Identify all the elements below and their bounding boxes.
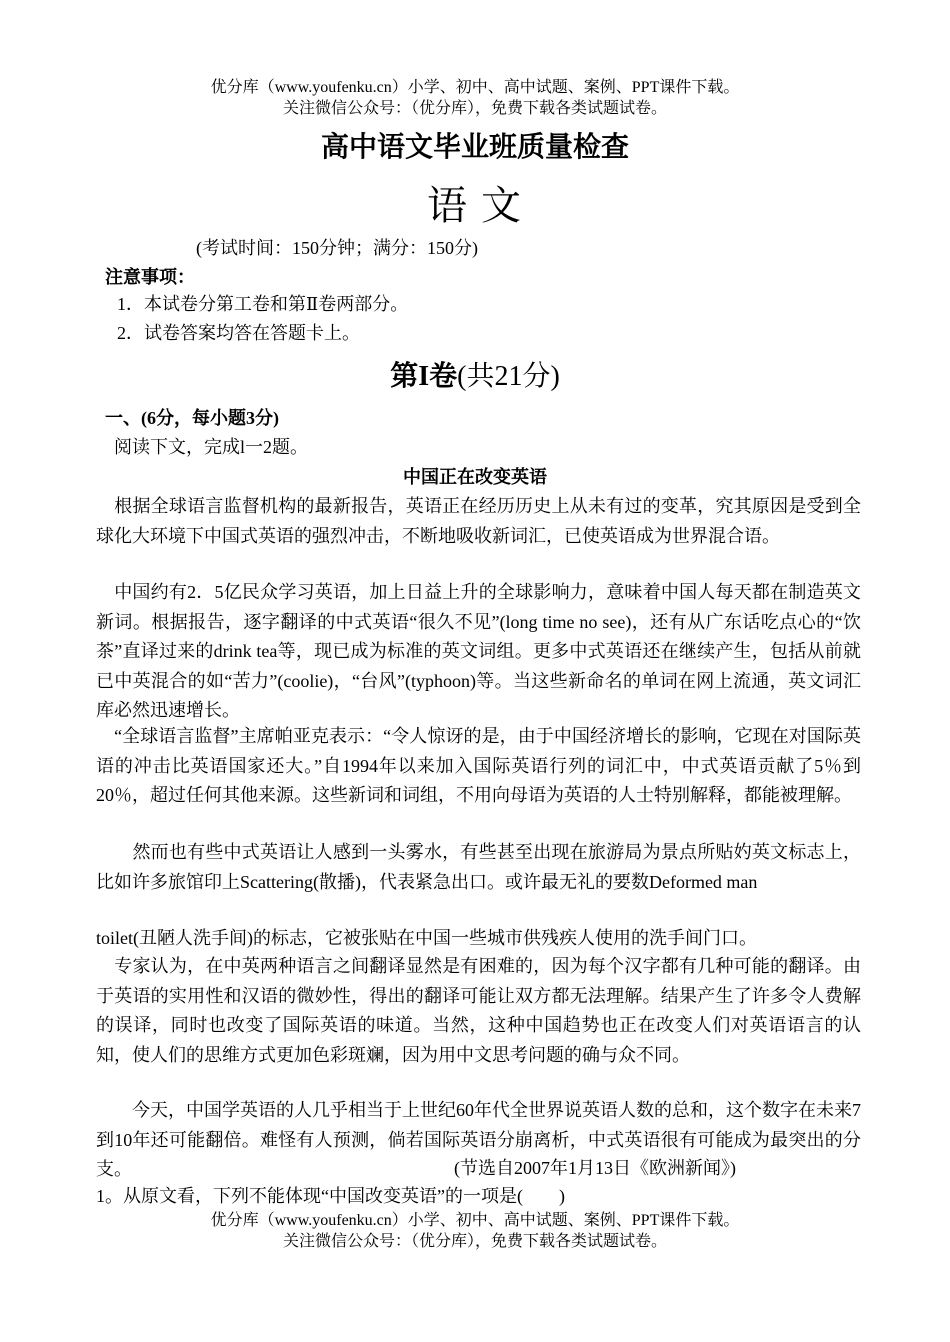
exam-info: (考试时间：150分钟；满分：150分) bbox=[196, 238, 478, 258]
article-paragraph: 根据全球语言监督机构的最新报告，英语正在经历历史上从未有过的变革，究其原因是受到全球化大环境下中国式英语的强烈冲击，不断地吸收新词汇，已使英语成为世界混合语。 bbox=[96, 496, 861, 546]
article-source: (节选自2007年1月13日《欧洲新闻》) bbox=[454, 1158, 736, 1178]
article-paragraph: 然而也有些中式英语让人感到一头雾水，有些甚至出现在旅游局为景点所贴妁英文标志上，比如许多旅馆印上Scattering(散播)，代表紧急出口。或许最无礼的要数Deformed man bbox=[96, 842, 861, 892]
question-1: 1。从原文看，下列不能体现“中国改变英语”的一项是( ) bbox=[96, 1186, 565, 1206]
section-title: 一、(6分，每小题3分) bbox=[105, 408, 279, 428]
header-line-2: 关注微信公众号：（优分库），免费下载各类试题试卷。 bbox=[282, 100, 667, 117]
part-title-score: (共21分) bbox=[457, 361, 560, 392]
part-title-bold: 第I卷 bbox=[390, 361, 458, 392]
article-paragraph: “全球语言监督”主席帕亚克表示：“令人惊讶的是，由于中国经济增长的影响，它现在对国际英语的冲击比英语国家还大。”自1994年以来加入国际英语行列的词汇中，中式英语贡献了5％到20％，超过任何其他来源。这些新词和词组，不用向母语为英语的人士特别解释，都能被理解。 bbox=[96, 726, 861, 805]
notice-heading: 注意事项： bbox=[105, 267, 195, 287]
article-paragraph: 专家认为，在中英两种语言之间翻译显然是有困难的，因为每个汉字都有几种可能的翻译。由于英语的实用性和汉语的微妙性，得出的翻译可能让双方都无法理解。结果产生了许多令人费解的误译，同时也改变了国际英语的味道。当然，这种中国趋势也正在改变人们对英语语言的认知，使人们的思维方式更加色彩斑斓，因为用中文思考问题的确与众不同。 bbox=[96, 956, 861, 1065]
article-paragraph: toilet(丑陋人洗手间)的标志，它被张贴在中国一些城市供残疾人使用的洗手间门口。 bbox=[96, 928, 757, 948]
notice-item: 1．本试卷分第工卷和第Ⅱ卷两部分。 bbox=[117, 294, 409, 314]
exam-subject: 语 文 bbox=[427, 183, 523, 228]
part-title bbox=[0, 360, 950, 394]
article-paragraph: 今天，中国学英语的人几乎相当于上世纪60年代全世界说英语人数的总和，这个数字在未来7到10年还可能翻倍。难怪有人预测，倘若国际英语分崩离析，中式英语很有可能成为最突出的分支。 bbox=[96, 1100, 861, 1179]
notice-item: 2．试卷答案均答在答题卡上。 bbox=[117, 323, 360, 343]
footer-line-1: 优分库（www.youfenku.cn）小学、初中、高中试题、案例、PPT课件下载。 bbox=[210, 1212, 740, 1229]
article-paragraph: 中国约有2．5亿民众学习英语，加上日益上升的全球影响力，意味着中国人每天都在制造英文新词。根据报告，逐字翻译的中式英语“很久不见”(long time no see)，还有从广东话吃点心的“饮茶”直译过来的drink tea等，现已成为标准的英文词组。更多中式英语还在继续产生，包括从前就已中英混合的如“苦力”(coolie)，“台风”(typhoon)等。当这些新命名的单词在网上流通，英文词汇库必然迅速增长。 bbox=[96, 582, 861, 720]
section-instruction: 阅读下文，完成l一2题。 bbox=[114, 437, 308, 457]
exam-title: 高中语文毕业班质量检查 bbox=[320, 132, 629, 163]
article-title: 中国正在改变英语 bbox=[403, 467, 547, 487]
footer-line-2: 关注微信公众号：（优分库），免费下载各类试题试卷。 bbox=[282, 1233, 667, 1250]
header-line-1: 优分库（www.youfenku.cn）小学、初中、高中试题、案例、PPT课件下载。 bbox=[210, 79, 740, 96]
